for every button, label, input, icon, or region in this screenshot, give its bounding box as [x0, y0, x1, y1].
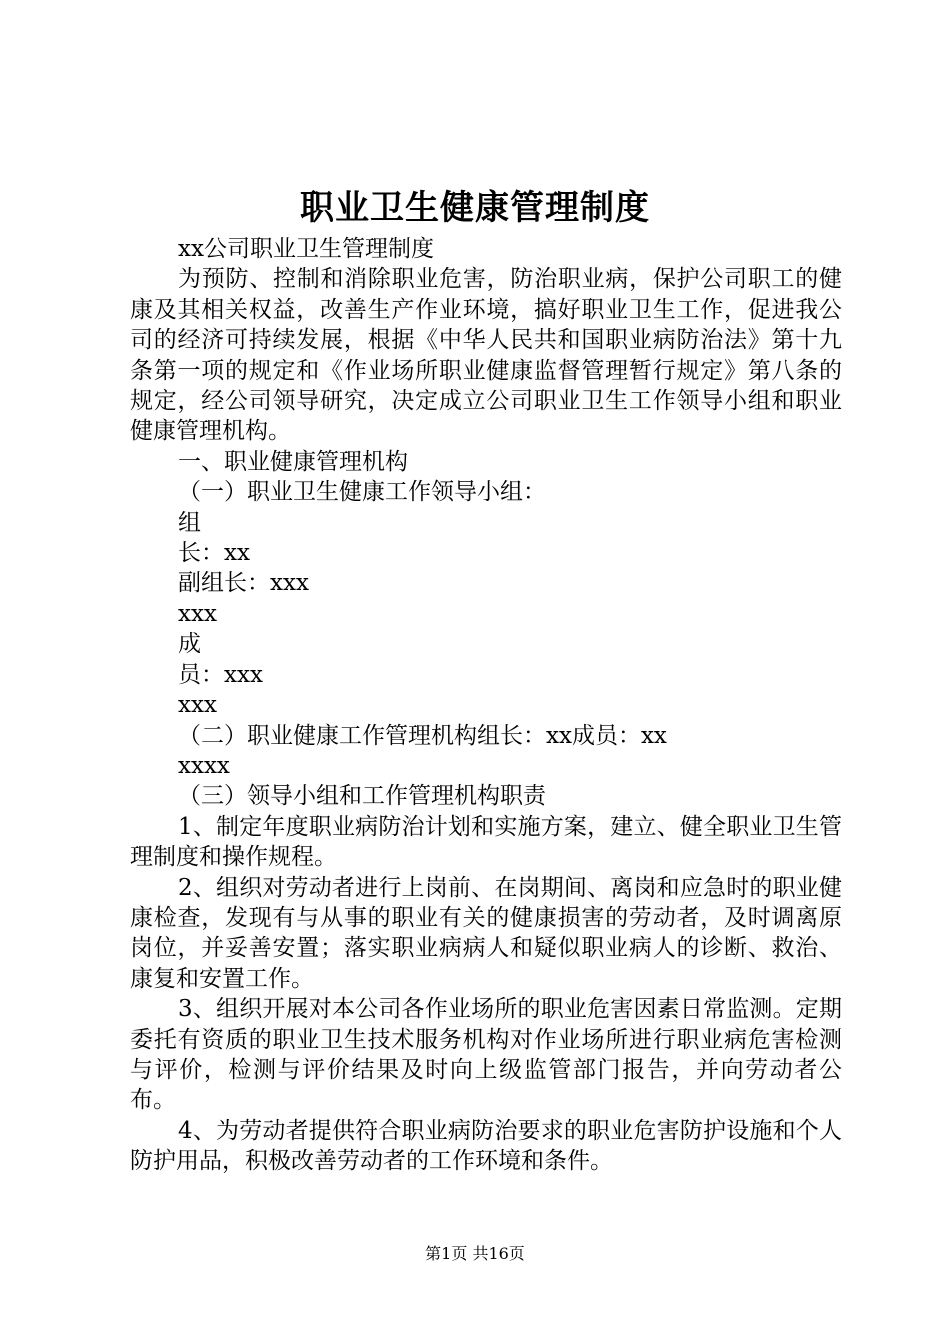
- section-heading-1: 一、职业健康管理机构: [178, 448, 408, 475]
- paragraph-intro: 为预防、控制和消除职业危害，防治职业病，保护公司职工的健康及其相关权益，改善生产作业环境，搞好职业卫生工作，促进我公司的经济可持续发展，根据《中华人民共和国职业病防治法》第十九条第一项的规定和《作业场所职业健康监督管理暂行规定》第八条的规定，经公司领导研究，决定成立公司职业卫生工作领导小组和职业健康管理机构。: [130, 266, 842, 445]
- member-label: 成: [178, 631, 201, 658]
- deputy-leader-line: 副组长：xxx: [178, 570, 309, 597]
- document-title: 职业卫生健康管理制度: [300, 188, 650, 228]
- duty-item-1: 1、制定年度职业病防治计划和实施方案，建立、健全职业卫生管理制度和操作规程。: [130, 813, 842, 871]
- duty-item-2: 2、组织对劳动者进行上岗前、在岗期间、离岗和应急时的职业健康检查，发现有与从事的职业有关的健康损害的劳动者，及时调离原岗位，并妥善安置；落实职业病病人和疑似职业病人的诊断、救治、康复和安置工作。: [130, 874, 842, 992]
- group-leader-label: 组: [178, 509, 201, 536]
- deputy-leader-extra: xxx: [178, 600, 217, 627]
- group-leader-value: 长：xx: [178, 540, 250, 567]
- member-extra: xxx: [178, 692, 217, 719]
- duty-item-3: 3、组织开展对本公司各作业场所的职业危害因素日常监测。定期委托有资质的职业卫生技术服务机构对作业场所进行职业病危害检测与评价，检测与评价结果及时向上级监管部门报告，并向劳动者公布。: [130, 996, 842, 1114]
- duty-item-4: 4、为劳动者提供符合职业病防治要求的职业危害防护设施和个人防护用品，积极改善劳动者的工作环境和条件。: [130, 1117, 842, 1175]
- subsection-heading-3: （三）领导小组和工作管理机构职责: [178, 783, 546, 810]
- subsection-heading-1: （一）职业卫生健康工作领导小组：: [178, 479, 546, 506]
- subsection-heading-2: （二）职业健康工作管理机构组长：xx成员：xx: [178, 722, 667, 749]
- paragraph-company-heading: xx公司职业卫生管理制度: [178, 236, 434, 262]
- member-value: 员：xxx: [178, 661, 263, 688]
- document-body: [130, 234, 842, 1177]
- subsection-2-extra: xxxx: [178, 752, 230, 779]
- page-number-footer: 第1页 共16页: [425, 1244, 525, 1263]
